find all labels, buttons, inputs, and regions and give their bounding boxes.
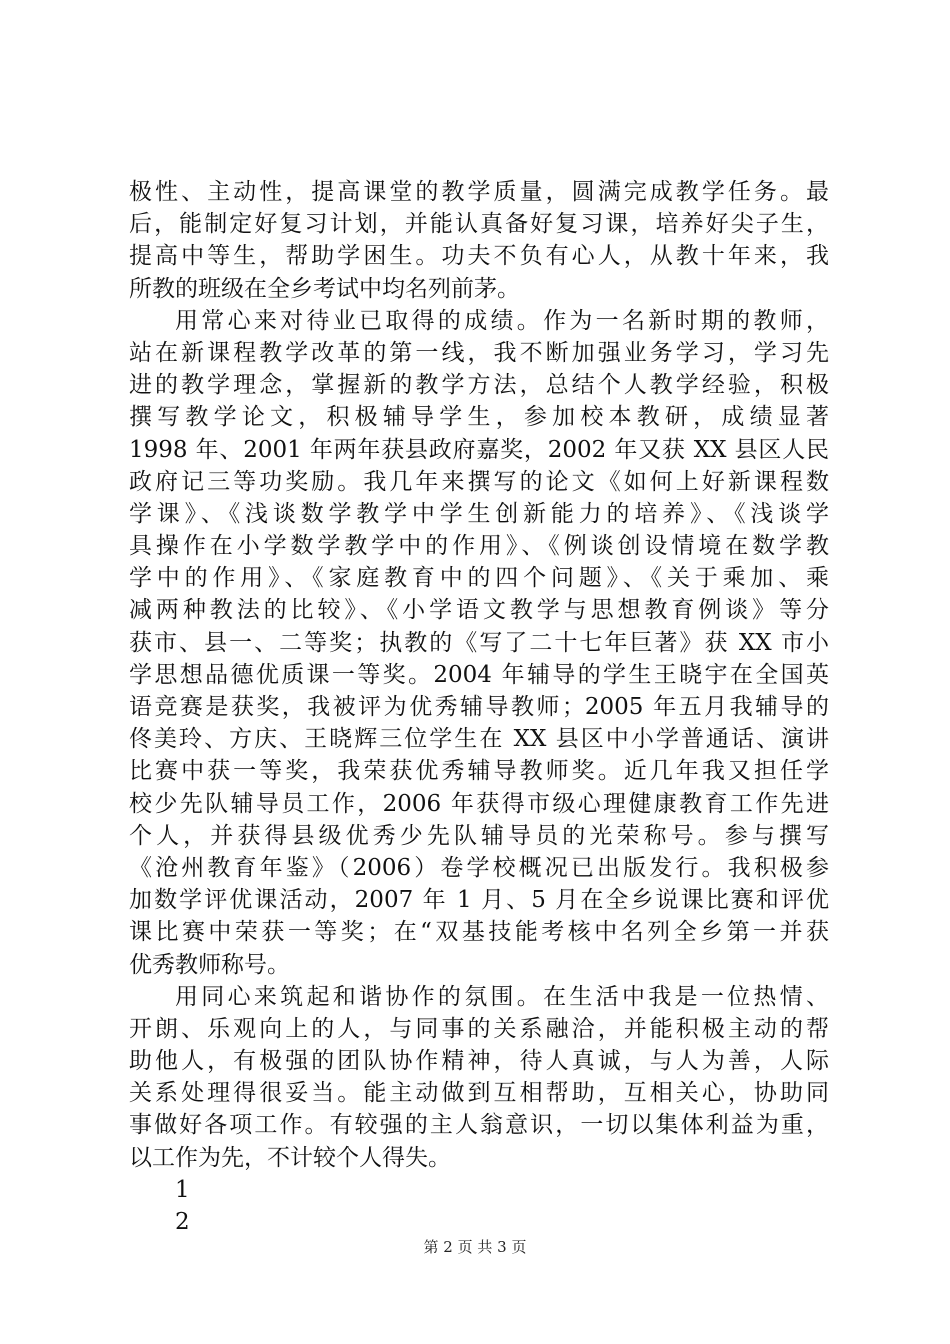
text-line: 极性、主动性，提高课堂的教学质量，圆满完成教学任务。最 [129,179,829,205]
text-line: 校少先队辅导员工作，2006 年获得市级心理健康教育工作先进 [129,790,829,817]
text-line: 比赛中获一等奖，我荣获优秀辅导教师奖。近几年我又担任学 [129,758,829,785]
text-line: 佟美玲、方庆、王晓辉三位学生在 XX 县区中小学普通话、演讲 [129,726,829,753]
text-line: 获市、县一、二等奖；执教的《写了二十七年巨著》获 XX 市小 [129,629,829,656]
text-line: 助他人，有极强的团队协作精神，待人真诚，与人为善，人际 [129,1048,829,1075]
text-line: 课比赛中荣获一等奖；在“双基技能考核中名列全乡第一并获 [129,919,829,946]
text-line: 减两种教法的比较》、《小学语文教学与思想教育例谈》等分 [129,597,829,624]
text-line: 学思想品德优质课一等奖。2004 年辅导的学生王晓宇在全国英 [129,661,829,688]
text-line: 撰写教学论文，积极辅导学生，参加校本教研，成绩显著 [129,404,829,431]
text-line: 用常心来对待业已取得的成绩。作为一名新时期的教师， [175,307,829,334]
page-footer [0,1236,950,1257]
text-line: 个人，并获得县级优秀少先队辅导员的光荣称号。参与撰写 [129,822,829,849]
list-number: 1 [175,1176,190,1203]
text-line: 站在新课程教学改革的第一线，我不断加强业务学习，学习先 [129,339,829,366]
text-line: 1998 年、2001 年两年获县政府嘉奖，2002 年又获 XX 县区人民 [129,436,829,463]
text-line: 用同心来筑起和谐协作的氛围。在生活中我是一位热情、 [175,983,829,1010]
text-line: 政府记三等功奖励。我几年来撰写的论文《如何上好新课程数 [129,468,829,495]
list-number: 2 [175,1209,190,1235]
text-line: 优秀教师称号。 [129,951,290,978]
text-line: 事做好各项工作。有较强的主人翁意识，一切以集体利益为重， [129,1112,829,1139]
body-text [129,176,829,1238]
text-line: 具操作在小学数学教学中的作用》、《例谈创设情境在数学教 [129,533,829,560]
text-line: 以工作为先，不计较个人得失。 [129,1144,451,1171]
text-line: 《沧州教育年鉴》（2006）卷学校概况已出版发行。我积极参 [129,854,829,881]
text-line: 学课》、《浅谈数学教学中学生创新能力的培养》、《浅谈学 [129,500,829,527]
page-number-label: 第 2 页 共 3 页 [423,1238,527,1256]
text-line: 提高中等生，帮助学困生。功夫不负有心人，从教十年来，我 [129,243,829,270]
text-line: 语竞赛是获奖，我被评为优秀辅导教师；2005 年五月我辅导的 [129,694,829,720]
text-line: 所教的班级在全乡考试中均名列前茅。 [129,275,520,302]
text-line: 加数学评优课活动，2007 年 1 月、5 月在全乡说课比赛和评优 [129,887,829,914]
text-line: 开朗、乐观向上的人，与同事的关系融洽，并能积极主动的帮 [129,1015,829,1042]
text-line: 关系处理得很妥当。能主动做到互相帮助，互相关心，协助同 [129,1080,829,1107]
text-line: 进的教学理念，掌握新的教学方法，总结个人教学经验，积极 [129,372,829,399]
text-line: 学中的作用》、《家庭教育中的四个问题》、《关于乘加、乘 [129,565,829,592]
text-line: 后，能制定好复习计划，并能认真备好复习课，培养好尖子生， [129,211,829,238]
